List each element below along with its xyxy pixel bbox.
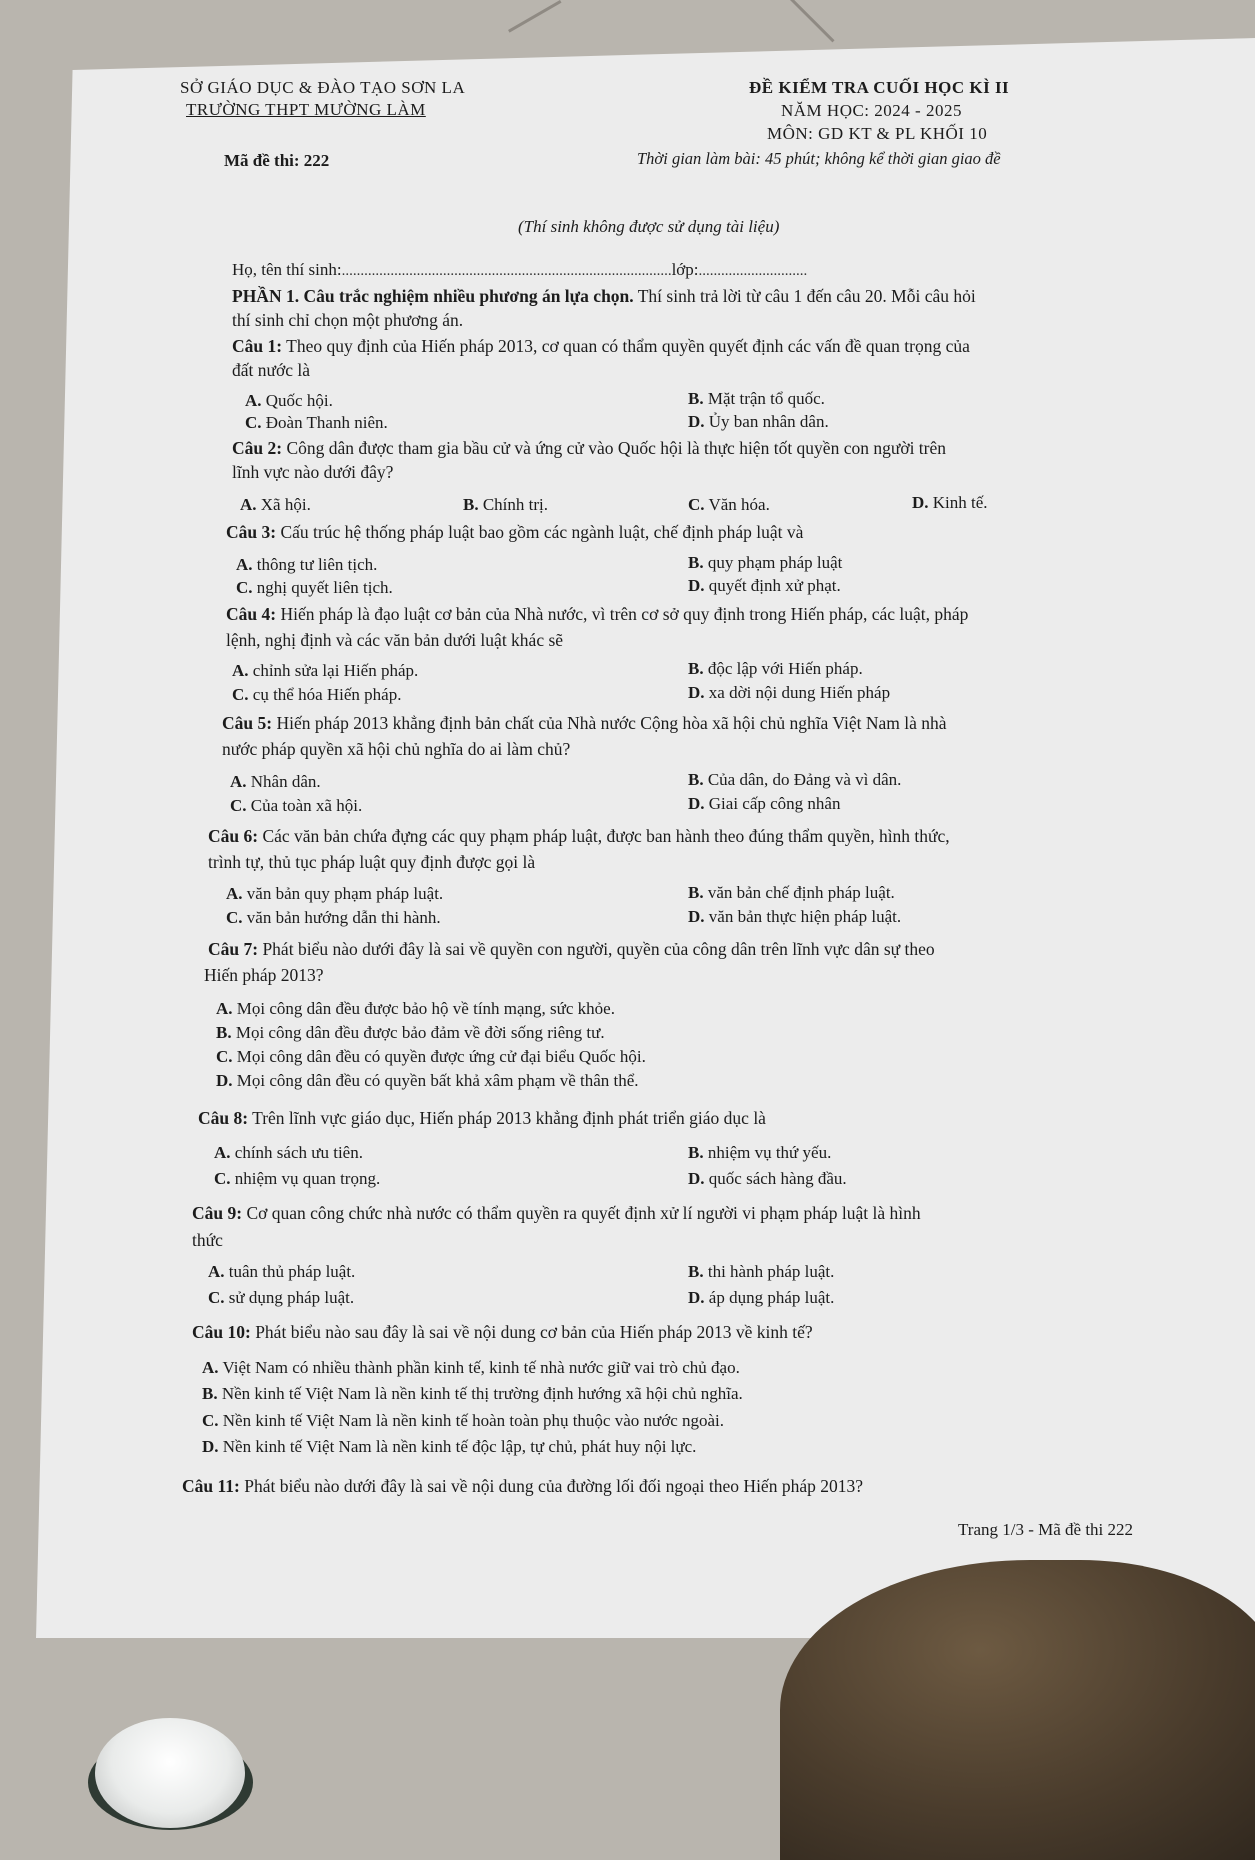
question-10 [192,1320,813,1344]
q3-option-c[interactable]: C. nghị quyết liên tịch. [236,578,393,597]
q5-option-a[interactable]: A. Nhân dân. [230,772,321,791]
question-text-cont: lệnh, nghị định và các văn bản dưới luật khác sẽ [226,630,564,650]
question-text: Phát biểu nào sau đây là sai về nội dung cơ bản của Hiến pháp 2013 về kinh tế? [250,1322,813,1342]
q10-option-b[interactable]: B. Nền kinh tế Việt Nam là nền kinh tế thị trường định hướng xã hội chủ nghĩa. [202,1384,743,1403]
q4-option-d[interactable]: D. xa dời nội dung Hiến pháp [688,683,891,702]
question-label: Câu 7: [208,939,259,959]
no-documents-note: (Thí sinh không được sử dụng tài liệu) [518,217,780,236]
exam-title: ĐỀ KIỂM TRA CUỐI HỌC KÌ II [749,78,1010,97]
q6-option-c[interactable]: C. văn bản hướng dẫn thi hành. [226,908,441,927]
question-9 [192,1201,921,1225]
q6-option-d[interactable]: D. văn bản thực hiện pháp luật. [688,907,902,926]
question-text: Hiến pháp là đạo luật cơ bản của Nhà nước, vì trên cơ sở quy định trong Hiến pháp, các luật, pháp [276,604,969,624]
q8-option-a[interactable]: A. chính sách ưu tiên. [214,1143,363,1162]
question-text: Trên lĩnh vực giáo dục, Hiến pháp 2013 khẳng định phát triển giáo dục là [248,1108,766,1128]
question-text: Phát biểu nào dưới đây là sai về quyền con người, quyền của công dân trên lĩnh vực dân sự theo [258,939,935,959]
shoe-photo-object [780,1560,1255,1860]
question-label: Câu 4: [226,604,277,624]
q5-option-b[interactable]: B. Của dân, do Đảng và vì dân. [688,770,902,789]
q3-option-a[interactable]: A. thông tư liên tịch. [236,555,378,574]
q8-option-d[interactable]: D. quốc sách hàng đầu. [688,1169,847,1188]
class-blank[interactable]: ............................. [698,263,808,279]
question-text: Công dân được tham gia bầu cử và ứng cử vào Quốc hội là thực hiện tốt quyền con người trên [282,438,947,458]
question-4 [226,602,968,626]
question-text-cont: lĩnh vực nào dưới đây? [232,462,394,482]
question-8 [198,1106,766,1130]
q4-option-c[interactable]: C. cụ thể hóa Hiến pháp. [232,685,402,704]
part1-heading [232,284,976,308]
q2-option-b[interactable]: B. Chính trị. [463,495,549,514]
question-text: Cấu trúc hệ thống pháp luật bao gồm các ngành luật, chế định pháp luật và [276,522,804,542]
part1-instruction-cont: thí sinh chỉ chọn một phương án. [232,310,464,330]
q1-option-c[interactable]: C. Đoàn Thanh niên. [245,413,388,432]
exam-code: Mã đề thi: 222 [224,151,330,170]
q7-option-d[interactable]: D. Mọi công dân đều có quyền bất khả xâm phạm về thân thể. [216,1071,639,1090]
part1-title: PHẦN 1. Câu trắc nghiệm nhiều phương án lựa chọn. [232,286,634,306]
question-7 [208,937,935,961]
class-label: lớp: [671,260,699,279]
question-label: Câu 6: [208,826,259,846]
question-text-cont: thức [192,1230,223,1250]
q3-option-d[interactable]: D. quyết định xử phạt. [688,576,841,595]
q6-option-b[interactable]: B. văn bản chế định pháp luật. [688,883,895,902]
subject-line: MÔN: GD KT & PL KHỐI 10 [767,124,988,143]
question-label: Câu 10: [192,1322,251,1342]
question-text: Theo quy định của Hiến pháp 2013, cơ quan có thẩm quyền quyết định các vấn đề quan trọng của [282,336,970,356]
q6-option-a[interactable]: A. văn bản quy phạm pháp luật. [226,884,444,903]
student-info-line [232,260,807,280]
q9-option-d[interactable]: D. áp dụng pháp luật. [688,1288,835,1307]
q10-option-d[interactable]: D. Nền kinh tế Việt Nam là nền kinh tế độc lập, tự chủ, phát huy nội lực. [202,1437,697,1456]
q7-option-b[interactable]: B. Mọi công dân đều được bảo đảm về đời sống riêng tư. [216,1023,605,1042]
question-text-cont: nước pháp quyền xã hội chủ nghĩa do ai làm chủ? [222,739,571,759]
q8-option-c[interactable]: C. nhiệm vụ quan trọng. [214,1169,381,1188]
department-name: SỞ GIÁO DỤC & ĐÀO TẠO SƠN LA [180,78,466,97]
question-text: Cơ quan công chức nhà nước có thẩm quyền ra quyết định xử lí người vi phạm pháp luật là hình [242,1203,921,1223]
q9-option-a[interactable]: A. tuân thủ pháp luật. [208,1262,356,1281]
q7-option-a[interactable]: A. Mọi công dân đều được bảo hộ về tính mạng, sức khỏe. [216,999,615,1018]
time-note: Thời gian làm bài: 45 phút; không kể thời gian giao đề [637,149,1001,168]
question-text-cont: đất nước là [232,360,311,380]
bottle-cap [95,1718,245,1828]
part1-instruction: Thí sinh trả lời từ câu 1 đến câu 20. Mỗi câu hỏi [633,286,976,306]
q1-option-a[interactable]: A. Quốc hội. [245,391,333,410]
question-11 [182,1474,863,1498]
q4-option-a[interactable]: A. chỉnh sửa lại Hiến pháp. [232,661,419,680]
question-text: Phát biểu nào dưới đây là sai về nội dung của đường lối đối ngoại theo Hiến pháp 2013? [239,1476,863,1496]
question-2 [232,436,946,460]
q10-option-a[interactable]: A. Việt Nam có nhiều thành phần kinh tế, kinh tế nhà nước giữ vai trò chủ đạo. [202,1358,740,1377]
question-text: Hiến pháp 2013 khẳng định bản chất của Nhà nước Cộng hòa xã hội chủ nghĩa Việt Nam là nhà [272,713,947,733]
question-text-cont: trình tự, thủ tục pháp luật quy định được gọi là [208,852,536,872]
q2-option-a[interactable]: A. Xã hội. [240,495,311,514]
q9-option-b[interactable]: B. thi hành pháp luật. [688,1262,835,1281]
question-3 [226,520,803,544]
name-blank[interactable]: ........................................................................................ [341,263,672,279]
q3-option-b[interactable]: B. quy phạm pháp luật [688,553,843,572]
question-text-cont: Hiến pháp 2013? [204,965,324,985]
question-1 [232,334,970,358]
question-label: Câu 2: [232,438,283,458]
q1-option-b[interactable]: B. Mặt trận tổ quốc. [688,389,825,408]
q2-option-c[interactable]: C. Văn hóa. [688,495,770,514]
page-footer: Trang 1/3 - Mã đề thi 222 [958,1520,1134,1539]
school-name: TRƯỜNG THPT MƯỜNG LÀM [186,100,426,119]
school-year: NĂM HỌC: 2024 - 2025 [781,101,962,120]
question-text: Các văn bản chứa đựng các quy phạm pháp luật, được ban hành theo đúng thẩm quyền, hình thức, [258,826,950,846]
student-name-label: Họ, tên thí sinh: [232,260,342,279]
question-label: Câu 9: [192,1203,243,1223]
q10-option-c[interactable]: C. Nền kinh tế Việt Nam là nền kinh tế hoàn toàn phụ thuộc vào nước ngoài. [202,1411,725,1430]
q5-option-d[interactable]: D. Giai cấp công nhân [688,794,841,813]
question-label: Câu 5: [222,713,273,733]
question-label: Câu 1: [232,336,283,356]
q9-option-c[interactable]: C. sử dụng pháp luật. [208,1288,355,1307]
q1-option-d[interactable]: D. Ủy ban nhân dân. [688,412,829,431]
q7-option-c[interactable]: C. Mọi công dân đều có quyền được ứng cử đại biểu Quốc hội. [216,1047,646,1066]
q8-option-b[interactable]: B. nhiệm vụ thứ yếu. [688,1143,832,1162]
q2-option-d[interactable]: D. Kinh tế. [912,493,988,512]
question-6 [208,824,950,848]
question-label: Câu 8: [198,1108,249,1128]
q4-option-b[interactable]: B. độc lập với Hiến pháp. [688,659,863,678]
question-label: Câu 11: [182,1476,240,1496]
question-5 [222,711,947,735]
q5-option-c[interactable]: C. Của toàn xã hội. [230,796,363,815]
question-label: Câu 3: [226,522,277,542]
